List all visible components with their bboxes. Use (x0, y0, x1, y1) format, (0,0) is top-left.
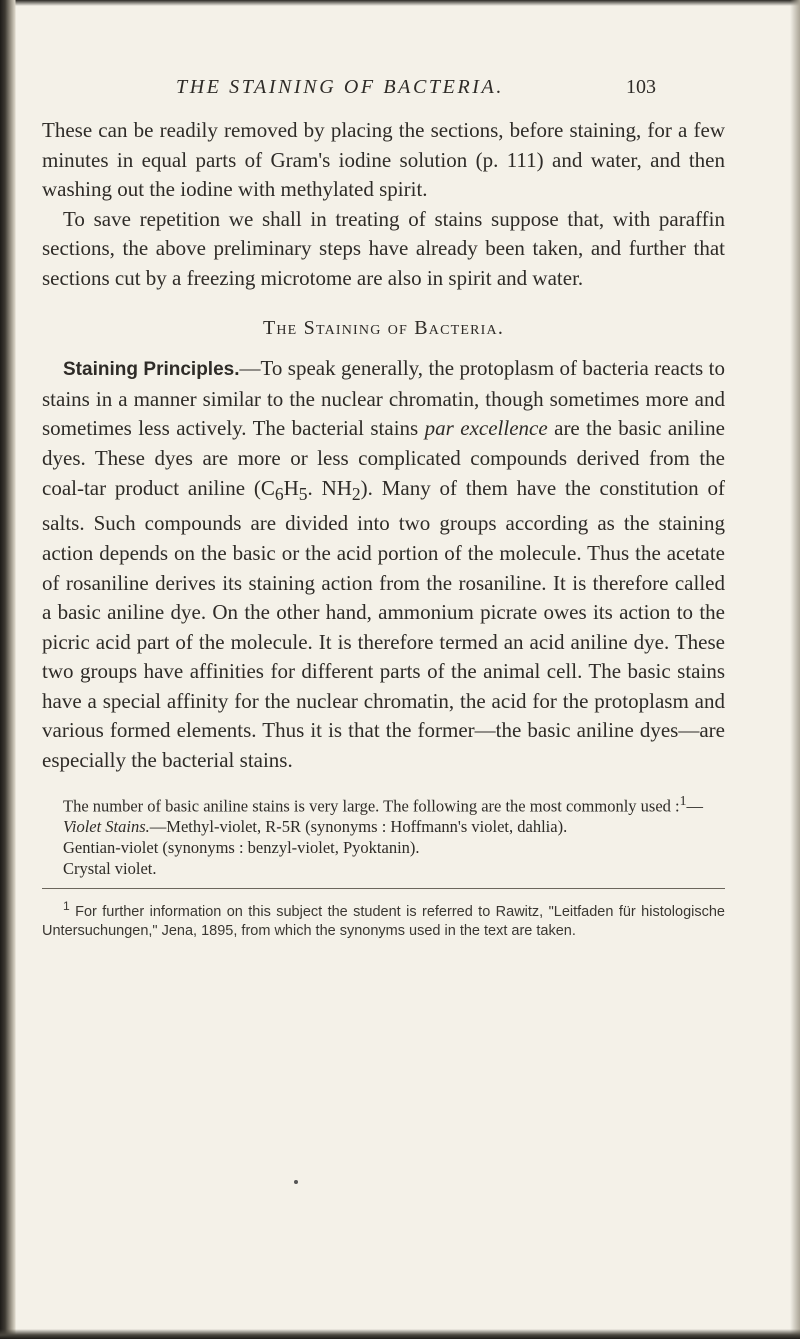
intro-text: The number of basic aniline stains is very large. The following are the most commonly used : (63, 796, 680, 816)
formula-sub-5: 5 (298, 483, 308, 504)
page-number: 103 (626, 76, 656, 98)
page-shadow-bottom (0, 1329, 800, 1339)
footnote-marker: 1 (63, 899, 70, 914)
paragraph-repetition-note: To save repetition we shall in treating of stains suppose that, with paraffin sections, the above preliminary steps have already been taken, and further that sections cut by a freezing microtome are also in spirit and water. (42, 206, 725, 290)
page-shadow-top (0, 0, 800, 6)
formula-open: (C (253, 475, 275, 500)
page-shadow-right (790, 0, 800, 1339)
text-part-3: Many of them have the constitution of salts. Such compounds are divided into two groups according as the staining action depends on the basic or the acid portion of the molecule. Thus the acetate of rosaniline derives its staining action from the rosaniline. It is therefore called a basic aniline dye. On the other hand, ammonium picrate owes its action to the picric acid part of the molecule. It is therefore termed an acid aniline dye. These two groups have affinities for different parts of the animal cell. The basic stains have a special affinity for the nuclear chromatin, the acid for the protoplasm and various formed elements. Thus it is that the former—the basic aniline dyes—are especially the bacterial stains. (42, 475, 725, 773)
formula-sub-2: 2 (351, 483, 361, 504)
footnote-text-line (42, 897, 725, 941)
run-in-heading: Staining Principles. (63, 359, 240, 381)
ink-speck (294, 1180, 298, 1184)
running-title: THE STAINING OF BACTERIA. (176, 76, 504, 98)
intro-dash: — (686, 796, 703, 816)
violet-stains-entry (42, 816, 725, 837)
em-dash: — (239, 356, 261, 381)
footnote (42, 897, 725, 941)
footnote-text: For further information on this subject the student is referred to Rawitz, "Leitfaden für histologische Untersuchungen," Jena, 1895, from which the synonyms used in the text are taken. (42, 903, 725, 939)
book-binding-edge (0, 0, 16, 1339)
formula-nh: . NH (307, 475, 352, 500)
aniline-formula (253, 475, 373, 504)
text-part-1: To speak generally, the protoplasm of bacteria reacts to stains in a manner similar to the nuclear chromatin, though sometimes more and sometimes less actively. The bacterial stains (42, 356, 725, 441)
footnote-rule (42, 888, 725, 889)
footnote-ref: 1 (679, 792, 687, 808)
formula-sub-6: 6 (274, 483, 284, 504)
italic-phrase: par excellence (424, 416, 548, 441)
violet-stains-text: Methyl-violet, R-5R (synonyms : Hoffmann's violet, dahlia). (166, 817, 568, 837)
formula-close: ). (360, 475, 373, 500)
violet-stains-label: Violet Stains. (63, 817, 150, 837)
paragraph-continuation: These can be readily removed by placing the sections, before staining, for a few minutes in equal parts of Gram's iodine solution (p. 111) and water, and then washing out the iodine with methylated spirit. (42, 118, 725, 202)
small-print-intro (42, 790, 725, 817)
violet-dash: — (149, 817, 167, 837)
small-print-block (42, 790, 725, 880)
running-header (176, 76, 656, 106)
crystal-violet-entry: Crystal violet. (63, 859, 157, 879)
page-body (42, 116, 725, 941)
formula-h: H (283, 475, 299, 500)
gentian-violet-entry: Gentian-violet (synonyms : benzyl-violet, Pyoktanin). (63, 838, 420, 858)
paragraph-staining-principles (42, 354, 725, 776)
section-heading: The Staining of Bacteria. (262, 316, 505, 339)
text-part-2: are the basic aniline dyes. These dyes are more or less complicated compounds derived from the coal-tar product aniline (42, 416, 725, 500)
